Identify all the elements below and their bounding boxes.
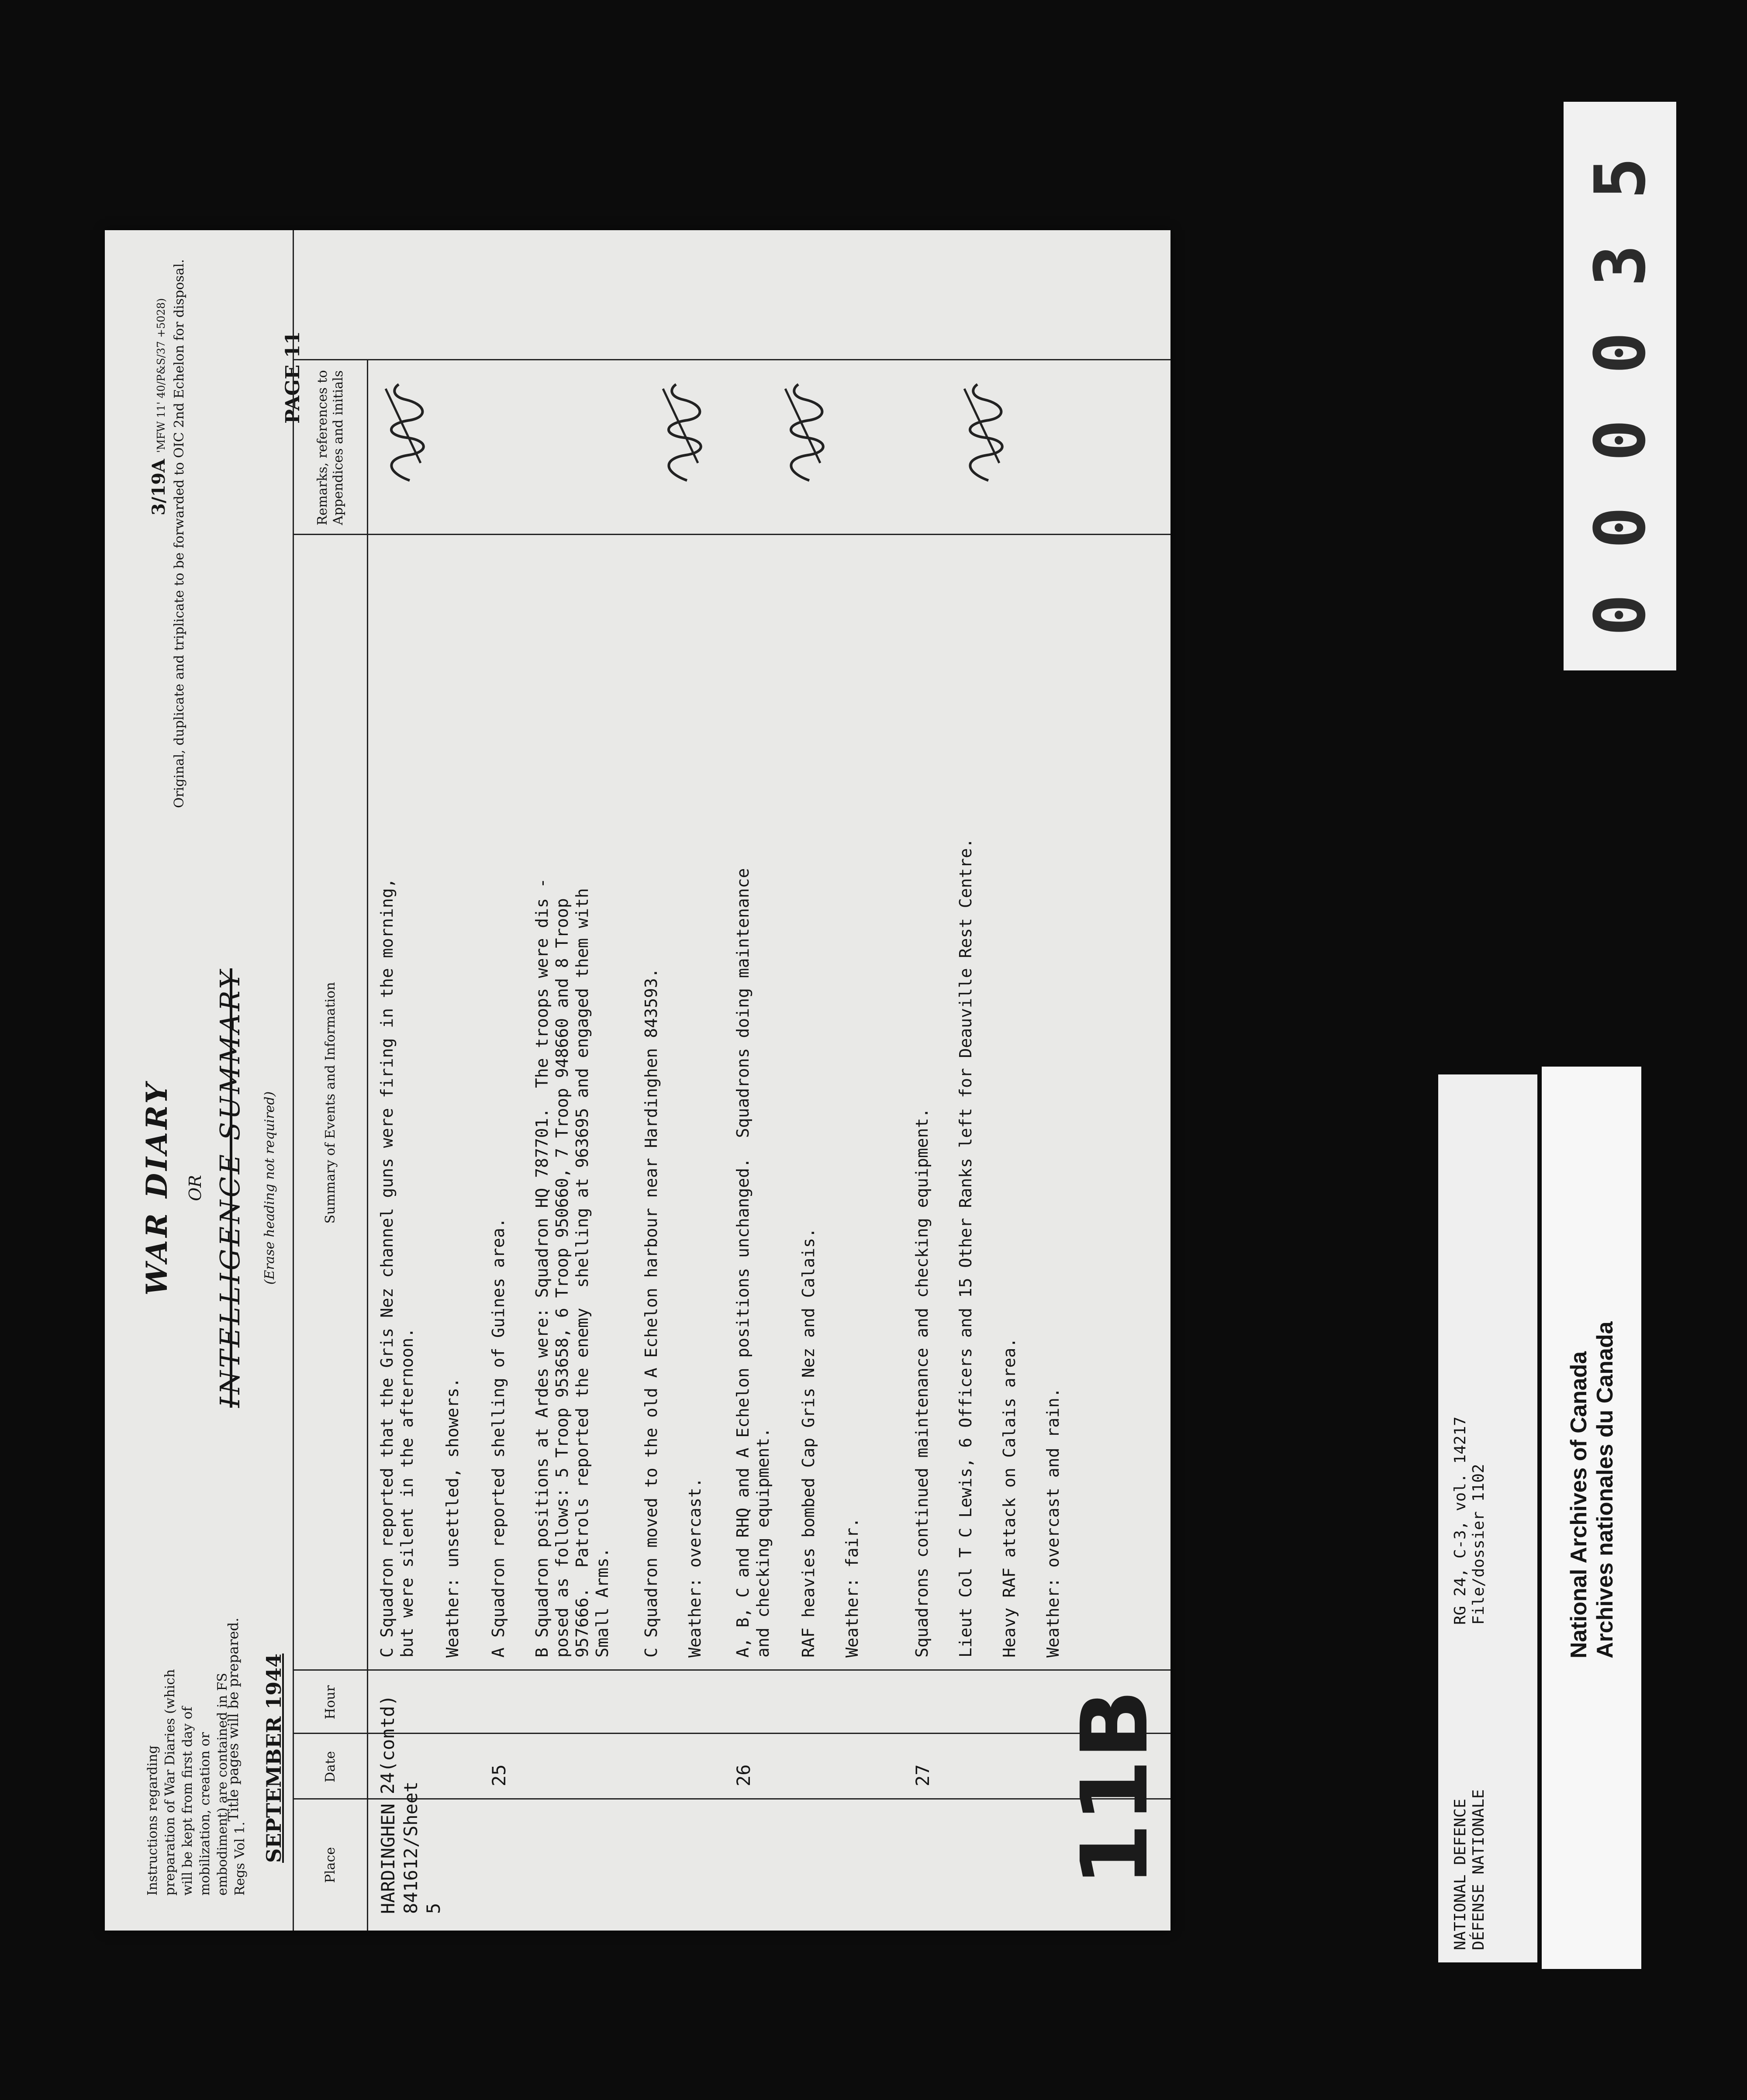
diary-entry: C Squadron moved to the old A Echelon harbour near Hardinghen 843593. <box>642 968 661 1658</box>
remarks-header: Remarks, references to Appendices and initials <box>294 360 368 535</box>
erase-heading-note: (Erase heading not required) <box>262 1091 277 1285</box>
stamp-digit: 0 <box>1579 332 1661 374</box>
place-name: HARDINGHEN <box>377 1803 399 1914</box>
diary-entry: C Squadron reported that the Gris Nez channel guns were firing in the morning, but were silent in the afternoon. <box>377 878 417 1658</box>
column-divider <box>294 359 1170 360</box>
instructions-text: Instructions regarding preparation of War Diaries (which will be kept from first day of mobilization, creation or embodiment) are contained in FS Regs Vol 1. <box>145 1669 248 1896</box>
diary-entry: Heavy RAF attack on Calais area. <box>1000 1337 1019 1658</box>
diary-entry: B Squadron positions at Ardes were: Squadron HQ 787701. The troops were dis - posed as follows: 5 Troop 953658, 6 Troop 950660, 7 Troop 948660 and 8 Troop 957666. Patrols reported the enemy shelling at 963695 and engaged them with Small Arms. <box>532 878 612 1658</box>
stamp-digit: 0 <box>1579 419 1661 462</box>
handwritten-page-mark: 11B <box>1061 1689 1168 1887</box>
initials-signature <box>768 376 842 489</box>
date-cell: 25 <box>488 1764 510 1786</box>
diary-month: SEPTEMBER 1944 <box>262 1653 286 1863</box>
department-en: NATIONAL DEFENCE <box>1451 1799 1469 1950</box>
diary-entry: Squadrons continued maintenance and checking equipment. <box>912 1108 932 1658</box>
initials-signature <box>947 376 1021 489</box>
hour-header: Hour <box>294 1671 368 1734</box>
form-number: 3/19A 'MFW 11' 40/P&S/37 +5028) <box>148 298 169 515</box>
file-reference: File/dossier 1102 <box>1470 1464 1488 1625</box>
war-diary-sheet <box>105 230 1170 1931</box>
department-fr: DÉFENSE NATIONALE <box>1470 1789 1488 1950</box>
diary-entry: RAF heavies bombed Cap Gris Nez and Calais. <box>799 1228 818 1658</box>
place-cell <box>377 1781 445 1914</box>
archive-name-fr: Archives nationales du Canada <box>1592 1321 1618 1658</box>
initials-signature <box>368 376 442 489</box>
diary-entry: Weather: overcast. <box>685 1478 704 1658</box>
column-divider <box>294 1798 1170 1800</box>
reference-label <box>1438 1074 1537 1962</box>
archive-name-en: National Archives of Canada <box>1566 1351 1592 1658</box>
column-divider <box>294 1669 1170 1671</box>
date-header: Date <box>294 1734 368 1800</box>
diary-entry: A, B, C and RHQ and A Echelon positions unchanged. Squadrons doing maintenance and checking equipment. <box>733 868 773 1658</box>
diary-entry: Weather: overcast and rain. <box>1043 1388 1063 1658</box>
diary-entry: Lieut Col T C Lewis, 6 Officers and 15 Other Ranks left for Deauville Rest Centre. <box>956 838 975 1658</box>
diary-entry: Weather: unsettled, showers. <box>443 1378 462 1658</box>
page-number: PAGE 11 <box>282 331 304 424</box>
record-group-reference: RG 24, C-3, vol. 14217 <box>1451 1416 1469 1625</box>
diary-table <box>293 230 1170 1931</box>
date-cell: 26 <box>733 1764 754 1786</box>
archive-number-stamp <box>1564 102 1676 670</box>
place-grid-reference: 841612/Sheet 5 <box>400 1781 444 1914</box>
title-or: OR <box>186 1175 205 1201</box>
date-cell: 27 <box>912 1764 933 1786</box>
place-header: Place <box>294 1800 368 1931</box>
column-divider <box>294 534 1170 535</box>
war-diary-title: WAR DIARY <box>140 1080 174 1296</box>
archive-name-label <box>1542 1067 1641 1969</box>
stamp-digit: 0 <box>1579 506 1661 549</box>
stamp-digit: 3 <box>1579 244 1661 287</box>
diary-entry: Weather: fair. <box>842 1517 862 1658</box>
sheet-content <box>105 230 1170 1931</box>
intelligence-summary-title: INTELLIGENCE SUMMARY <box>214 968 246 1408</box>
date-cell: 24(contd) <box>377 1695 398 1794</box>
column-divider <box>294 1733 1170 1734</box>
title-pages-note: Title pages will be prepared. <box>225 1617 242 1821</box>
disposal-note: Original, duplicate and triplicate to be forwarded to OIC 2nd Echelon for disposal. <box>172 259 187 808</box>
initials-signature <box>646 376 720 489</box>
summary-header: Summary of Events and Information <box>294 535 368 1671</box>
diary-entry: A Squadron reported shelling of Guines area. <box>489 1218 508 1658</box>
stamp-digit: 5 <box>1579 157 1661 200</box>
stamp-digit: 0 <box>1579 594 1661 636</box>
